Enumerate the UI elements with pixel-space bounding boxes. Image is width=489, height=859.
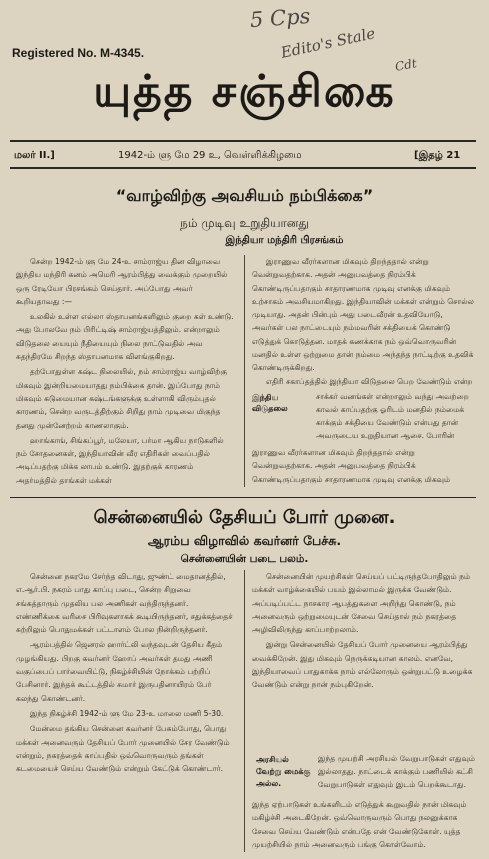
article1-sidebox-text: சாக்கர் வனங்கள் என்றாலும் வந்து அவற்றை காவல் காப்பதற்கு ஓரிடம் மனதில் நம்மைக் காக்கும் சக்தியை வேண்டும் என்பது தான் அவருடைய உறுதியான ஆசை. போரின்	[316, 392, 469, 440]
article-separator	[10, 497, 476, 498]
paragraph: ஆரம்பத்தில் ஜெனரல் ஹார்ட்லி வந்தவுடன் தேசிய கீதம் முழங்கியது. பிறகு கவர்னர் ஹோப் அவர்கள் தமது அணி வகுப்பைப் பார்வையிட்டு, நிகழ்ச்சியின் நோக்கம் பற்றிப் பேசினார். இந்தக் கூட்டத்தில் சுமார் இருபதினாயிரம் பேர் கலந்து கொண்டனர்.	[16, 640, 223, 703]
article1-headline: “வாழ்விற்கு அவசியம் நம்பிக்கை”	[115, 186, 374, 205]
article1-sidebox-heading: இந்திய விடுதலை	[252, 393, 288, 413]
paragraph: சென்ற 1942-ம் ளு மே 24-உ சாம்ராஜ்ய தின விழாவை இந்திய மந்திரி கனம் அமெரி ஆரம்பித்து வைக்கும் முறையில் ஒரு ரேடியோ பிரசங்கம் செய்தார். அப்போது அவர் கூறியதாவது :—	[16, 257, 228, 306]
article2-section-heading: சென்னையின் படை பலம்.	[180, 553, 309, 565]
article2-sidebox-heading: அரசியல் வேற்று மைக்கு அல்ல.	[256, 755, 311, 788]
paragraph: உலகில் உள்ள எல்லா ஸ்தாபனங்களிலும் குறை கள் உண்டு. அது போலவே நம் பிரிட்டிஷ் சாம்ராஜ்யத்திலும். என்றாலும் விடுதலை யையும் நீதியையும் நிலை நாட்டுவதில் அவ சுதந்திரமே சிறந்த ஸ்தாபனமாக விளங்குகிறது.	[16, 312, 234, 362]
article2-subheadline: ஆரம்ப விழாவில் கவர்னர் பேச்சு.	[147, 533, 342, 548]
handwritten-note-initials: Cdt	[393, 56, 418, 74]
article1-right-column-tail	[252, 375, 476, 389]
article2-left-column	[16, 570, 234, 852]
paragraph: தற்போதுள்ள கஷ்ட நிலையில், நம் சாம்ராஜ்ய வாழ்விற்கு மிகவும் இன்றியமையாதது நம்பிக்கை தான். இப்போது நாம் மிகவும் கடுமையான கஷ்டங்களுக்கு உள்ளாகி விரும்புதல் காரணம், சென்ற வருடத்திற்கும் சிறிது நாம் முடிவை மிகுந்த தனது முன்னேற்றம் காணலாகும்.	[16, 367, 228, 430]
paragraph: மேன்மை தங்கிய சென்னை கவர்னர் பேசும்போது, பொது மக்கள் அனைவரும் தேசியப் போர் முனையில் சேர வேண்டும் என்றும், நகரத்தைக் காப்பதில் ஒவ்வொருவரும் தங்கள் கடமையைச் செய்ய வேண்டும் என்றும் கேட்டுக் கொண்டார்.	[16, 724, 230, 774]
handwritten-note-copies: 5 Cps	[249, 3, 312, 33]
issue-date: 1942-ம் ளு மே 29 உ, வெள்ளிக்கிழமை	[118, 150, 302, 161]
masthead-rule-top	[10, 140, 476, 142]
article2-sidebox-text: இந்த முயற்சி அரசியல் வேறுபாடுகள் எதுவும் இல்லாதது. நாட்டைக் காக்கும் பணியில் கட்சி வேறுபாடுகள் எதுவும் இடம் பெறக்கூடாது.	[318, 754, 476, 789]
paragraph: சென்னை நகரமே சேர்ந்த விடாது, ஜுண்ட் மைதானத்தில், எ.ஆர்.பி. நகரம் பாது காப்பு படை, சென்ற சிறுவை சங்கத்தாரும் முதலிய பல அணிகள் வந்திருந்தனர். எண்ணிக்கை வரிசை பிரிவுகளாகக் கூடியிருந்தனர், சதுக்கத்தைச் சுற்றிலும் பொதுமக்கள் பட்டாளம் போல நின்றிருந்தனர்.	[16, 572, 233, 635]
article2-closing-paragraph: இந்த ஏற்பாடுகள் உங்களிடம் எடுத்துக் கூறுவதில் நான் மிகவும் மகிழ்ச்சி அடைகிறேன். ஒவ்வொருவரும் பொது நலனுக்காக சேவை செய்ய வேண்டும் என்பதே என் வேண்டுகோள். யுத்த முயற்சியில் நாம் அனைவரும் பங்கு கொள்வோம்.	[252, 800, 467, 849]
paragraph: எதிரி சகாப்தத்தில் இந்தியா விடுதலை பெற வேண்டும் என்ற	[266, 377, 473, 386]
paragraph: இராணுவ வீரர்களான மிகவும் திறந்ததால் என்று வென்றுவதற்காக. அதன் அனுபவத்தை நிரம்பிக் கொண்டிருப்பதாகும் சாதாரணமாக முடிவு எனக்கு மிகவும் உற்சாகம் அவசியமாகிறது. இந்தியாவின் மக்கள் என்றும் சொல்ல முடியாது. அதன் பின்பும் அது படைவீரன் உதவியோடு, அவர்கள் பல நாட்டையும் நம்மவரின் சக்தியைக் கொண்டு எடுத்துக் கொடுத்தன. மாதக் கணக்காக நம் ஒவ்வொருவரின் மனதில் உள்ள ஒற்றுமை தான் நம்மை அந்தந்த நாட்டிற்கு உதவிக் கொண்டிருக்கிறது.	[252, 257, 474, 373]
article1-subheadline: நம் முடிவு உறுதியானது	[180, 216, 309, 230]
issue-number: [இதழ் 21	[414, 150, 461, 161]
column-divider	[244, 255, 245, 487]
masthead-rule-bottom	[10, 167, 476, 169]
article2-right-column	[252, 570, 476, 756]
volume-label: மலர் II.]	[14, 150, 55, 161]
column-divider	[244, 570, 245, 852]
article1-left-column	[16, 255, 234, 490]
paragraph: இந்த நிகழ்ச்சி 1942-ம் ளு மே 23-உ மாலை மணி 5-30.	[30, 708, 224, 718]
article1-byline: இந்தியா மந்திரி பிரசங்கம்	[225, 235, 344, 246]
paragraph: இன்று சென்னையில் தேசியப் போர் முனையை ஆரம்பித்து வைக்கிறேன். இது மிகவும் நெருக்கடியான காலம். எனவே, இந்தியாவைப் பாதுகாக்க நாம் எல்லோரும் ஒன்றுபட்டு உழைக்க வேண்டும் என்று நான் நம்புகிறேன்.	[252, 640, 473, 690]
article1-right-column-end: இராணுவ வீரர்களான மிகவும் திறந்ததால் என்று வென்றுவதற்காக. அதன் அனுபவத்தை நிரம்பிக் கொண்டிருப்பதாகும் சாதாரணமாக முடிவு எனக்கு மிகவும்	[252, 448, 451, 484]
masthead-title: யுத்த சஞ்சிகை	[93, 66, 396, 117]
handwritten-note-editor: Edito's Stale	[279, 24, 377, 62]
article2-headline: சென்னையில் தேசியப் போர் முனை.	[93, 507, 396, 528]
paragraph: சென்னையின் முயற்சிகள் செய்யப் பட்டிருந்தபோதிலும் நம் மக்கள் வாழ்க்கையில் பயம் இல்லாமல் இருக்க வேண்டும். அப்படிப்பட்ட நாசகார ஆபத்துகளை அறிந்து கொண்டு, நம் அனைவரும் ஒற்றுமையுடன் சேவை செய்தால் நம் நகரத்தை அழிவிலிருந்து காப்பாற்றலாம்.	[252, 572, 471, 635]
paragraph: ஹாங்காங், சிங்கப்பூர், மலேயா, பர்மா ஆகிய நாடுகளில் நம் சோதனைகள், இந்தியாவின் வீர எதிரிகள் வைப்பதில் அடிப்பதற்கு மிக்க லாபம் உண்டு. இதற்குக் காரணம் அதர்மத்தில் தாங்கள் மக்கள்	[16, 435, 224, 485]
registration-number: Registered No. M-4345.	[12, 46, 145, 60]
article1-right-column	[252, 255, 476, 375]
